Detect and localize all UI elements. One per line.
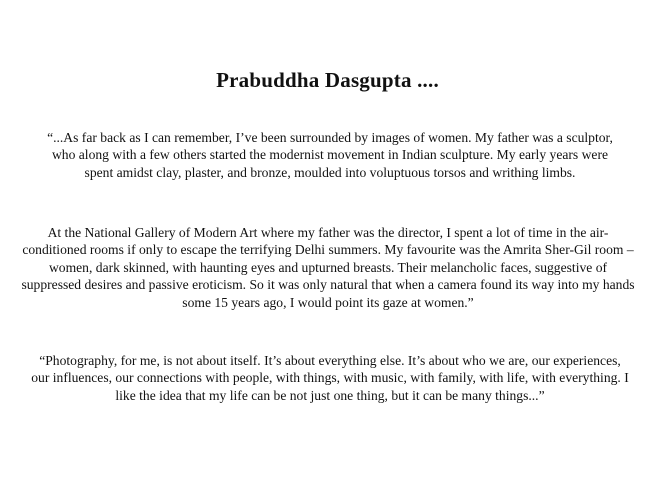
quote-paragraph-2: At the National Gallery of Modern Art where my father was the director, I spent a lot of time in the air-conditioned rooms if only to escape the terrifying Delhi summers. My favourite was the Amrita Sher-Gil room – women, dark skinned, with haunting eyes and upturned breasts. Their melancholic faces, suggestive of suppressed desires and passive eroticism. So it was only natural that when a camera found its way into my hands some 15 years ago, I would point its gaze at women.”: [21, 225, 635, 310]
slide-title: Prabuddha Dasgupta ....: [216, 68, 439, 92]
quote-paragraph-3: “Photography, for me, is not about itself. It’s about everything else. It’s about who we are, our experiences, our influences, our connections with people, with things, with music, with family, with life, with everything. I like the idea that my life can be not just one thing, but it can be many things...”: [31, 353, 629, 403]
quote-paragraph-1: “...As far back as I can remember, I’ve been surrounded by images of women. My father was a sculptor, who along with a few others started the modernist movement in Indian sculpture. My early years were spent amidst clay, plaster, and bronze, moulded into voluptuous torsos and writhing limbs.: [47, 130, 613, 180]
